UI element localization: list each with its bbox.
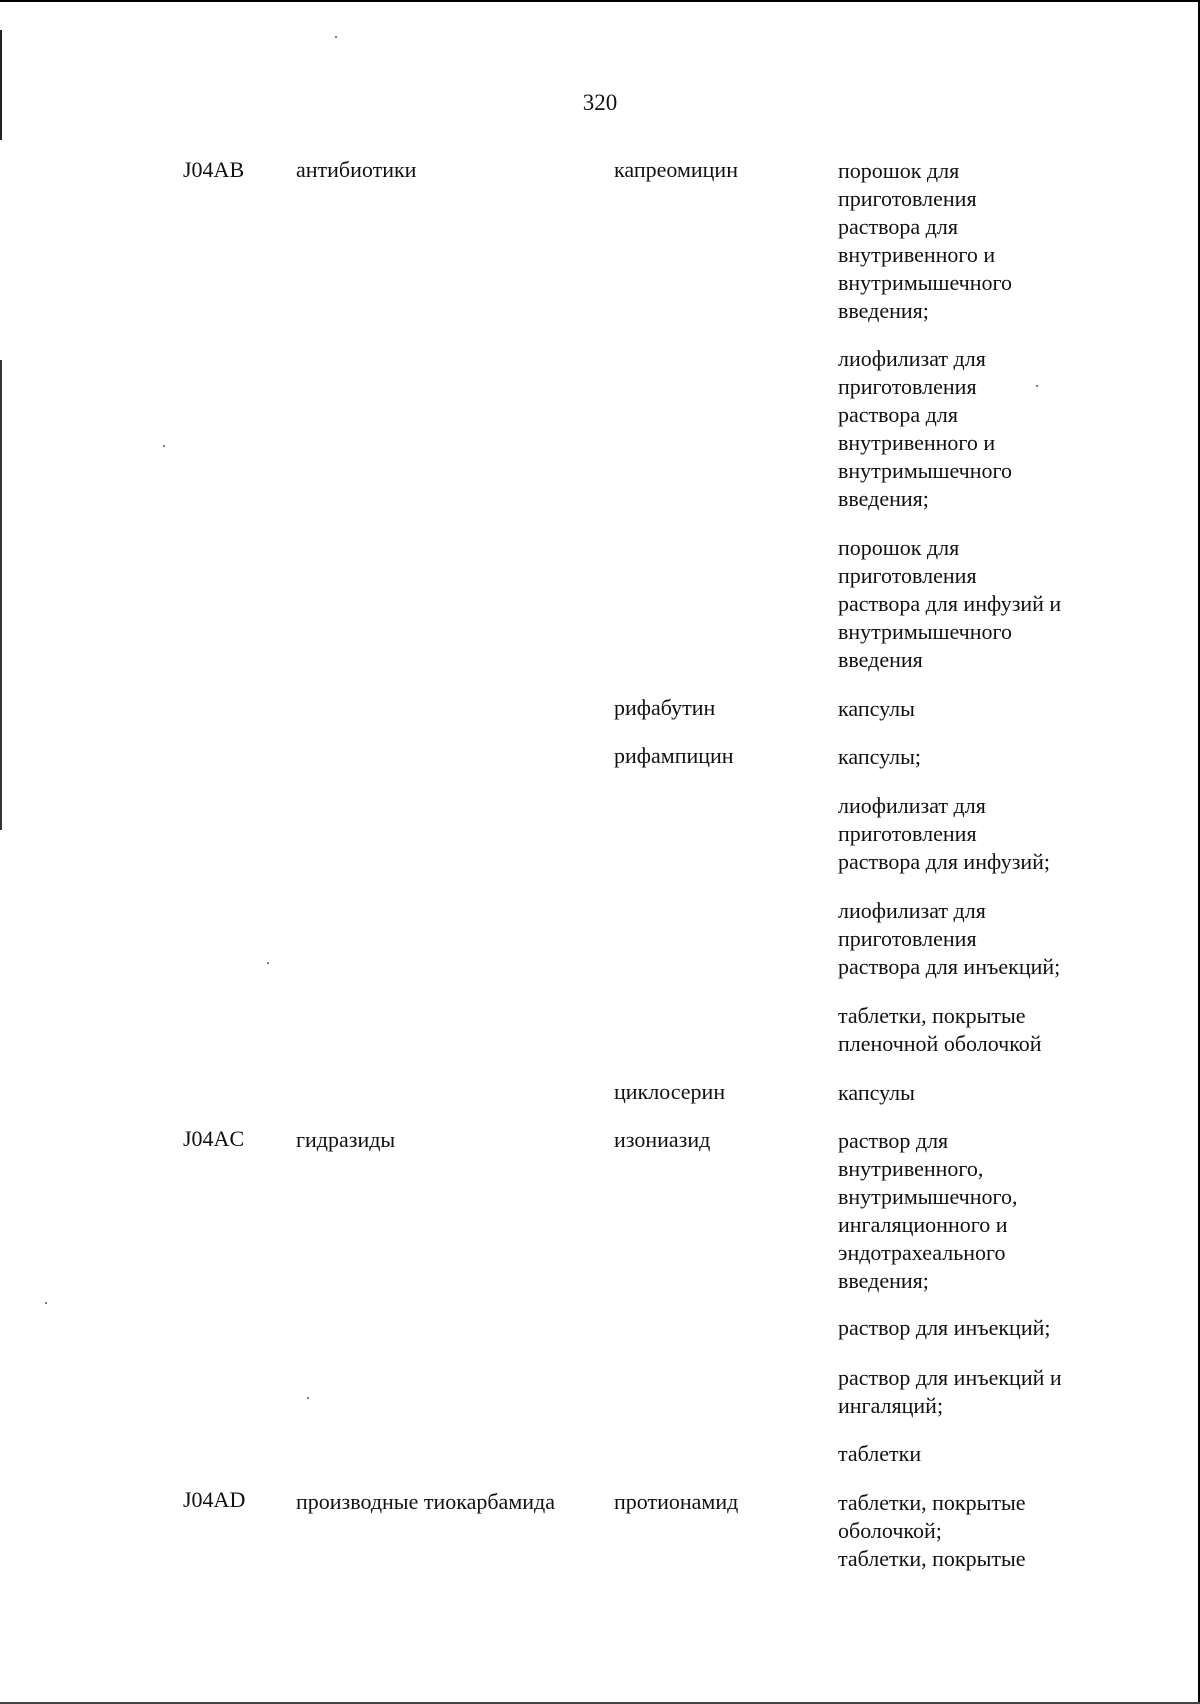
dosage-form-line: лиофилизат для: [838, 346, 986, 371]
scan-speck: [307, 1397, 309, 1399]
dosage-form-line: лиофилизат для: [838, 898, 986, 923]
dosage-form-line: эндотрахеального: [838, 1240, 1006, 1265]
dosage-form-line: лиофилизат для: [838, 793, 986, 818]
dosage-form-line: внутривенного и: [838, 242, 996, 267]
scan-edge-left: [0, 30, 2, 140]
scan-speck: [267, 962, 269, 964]
dosage-form-line: раствора для инъекций;: [838, 954, 1061, 979]
dosage-form-line: приготовления: [838, 186, 977, 211]
atc-code: J04AC: [183, 1126, 245, 1151]
scan-edge-left: [0, 360, 2, 830]
drug-name: изониазид: [614, 1127, 711, 1152]
dosage-form-line: таблетки: [838, 1441, 922, 1466]
group-name: антибиотики: [296, 157, 417, 182]
scan-speck: [1036, 385, 1038, 387]
dosage-form-line: внутримышечного: [838, 458, 1012, 483]
dosage-form-line: пленочной оболочкой: [838, 1031, 1042, 1056]
dosage-form-line: ингаляционного и: [838, 1212, 1008, 1237]
dosage-form-line: введения;: [838, 1268, 929, 1293]
scan-edge-top: [0, 0, 1200, 2]
group-name: производные тиокарбамида: [296, 1489, 555, 1514]
dosage-form-line: порошок для: [838, 158, 960, 183]
dosage-form-line: раствора для инфузий;: [838, 849, 1051, 874]
dosage-form-line: таблетки, покрытые: [838, 1490, 1026, 1515]
drug-name: циклосерин: [614, 1079, 726, 1104]
dosage-form-line: раствор для: [838, 1128, 949, 1153]
dosage-form-line: порошок для: [838, 535, 960, 560]
atc-code: J04AB: [183, 157, 245, 182]
dosage-form-line: введения;: [838, 298, 929, 323]
dosage-form-line: приготовления: [838, 926, 977, 951]
dosage-form-line: приготовления: [838, 821, 977, 846]
dosage-form-line: раствора для: [838, 214, 958, 239]
dosage-form-line: ингаляций;: [838, 1393, 944, 1418]
scan-speck: [45, 1302, 47, 1304]
dosage-form-line: раствора для инфузий и: [838, 591, 1062, 616]
drug-name: протионамид: [614, 1489, 739, 1514]
drug-name: капреомицин: [614, 157, 738, 182]
dosage-form-line: оболочкой;: [838, 1518, 942, 1543]
dosage-form-line: внутривенного и: [838, 430, 996, 455]
dosage-form-line: внутривенного,: [838, 1156, 984, 1181]
dosage-form-line: капсулы;: [838, 744, 921, 769]
dosage-form-line: раствор для инъекций и: [838, 1365, 1062, 1390]
drug-name: рифабутин: [614, 695, 716, 720]
scan-speck: [335, 36, 337, 38]
page-number: 320: [582, 90, 618, 115]
dosage-form-line: внутримышечного,: [838, 1184, 1018, 1209]
dosage-form-line: капсулы: [838, 696, 915, 721]
dosage-form-line: таблетки, покрытые: [838, 1546, 1026, 1571]
group-name: гидразиды: [296, 1127, 396, 1152]
dosage-form-line: раствор для инъекций;: [838, 1315, 1051, 1340]
dosage-form-line: приготовления: [838, 563, 977, 588]
scan-speck: [163, 445, 165, 447]
dosage-form-line: внутримышечного: [838, 270, 1012, 295]
dosage-form-line: внутримышечного: [838, 619, 1012, 644]
dosage-form-line: таблетки, покрытые: [838, 1003, 1026, 1028]
dosage-form-line: раствора для: [838, 402, 958, 427]
atc-code: J04AD: [183, 1487, 246, 1512]
drug-name: рифампицин: [614, 743, 734, 768]
dosage-form-line: введения: [838, 647, 923, 672]
dosage-form-line: приготовления: [838, 374, 977, 399]
dosage-form-line: введения;: [838, 486, 929, 511]
dosage-form-line: капсулы: [838, 1080, 915, 1105]
